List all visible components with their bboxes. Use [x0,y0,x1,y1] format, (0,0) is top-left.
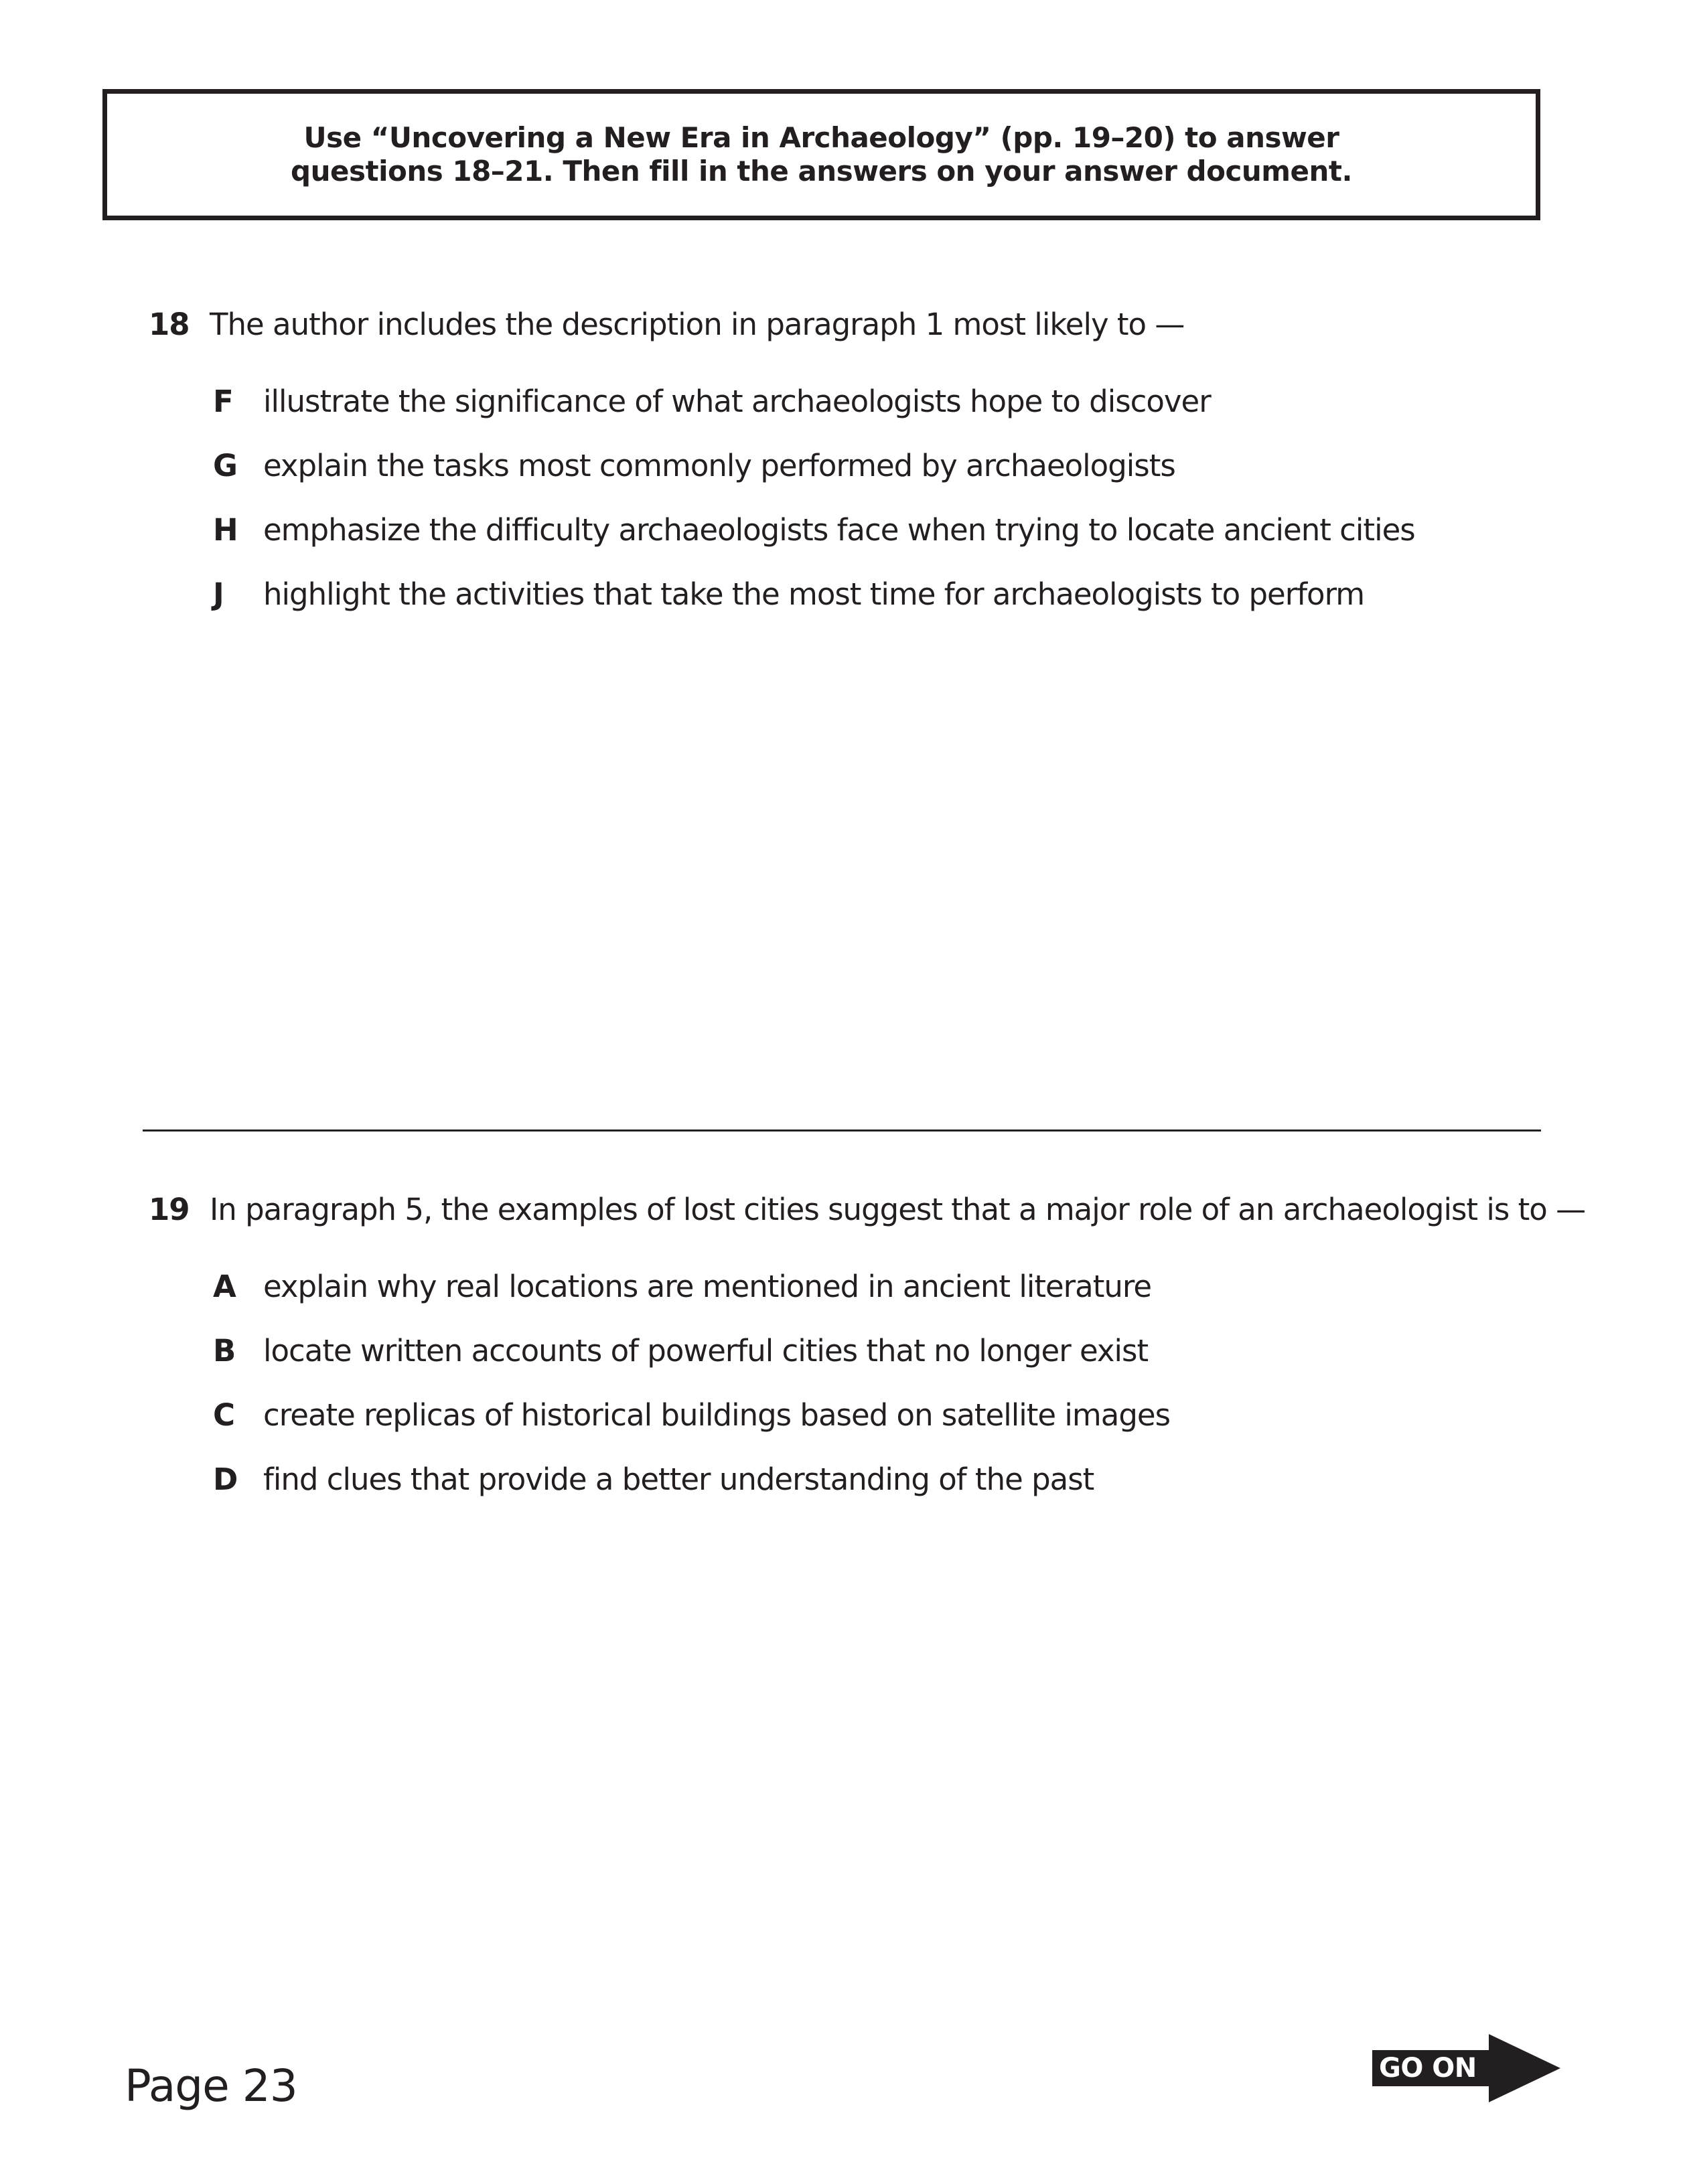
go-on-label: GO ON [1379,2053,1477,2084]
option-text: create replicas of historical buildings based on satellite images [263,1397,1171,1433]
option-letter: D [213,1462,238,1497]
question-prompt [210,309,1184,341]
option-letter: H [213,512,238,548]
option-text: explain the tasks most commonly performed by archaeologists [263,448,1175,483]
option-text: explain why real locations are mentioned in ancient literature [263,1269,1152,1304]
instruction-box [102,89,1540,220]
question-number: 18 [149,307,190,342]
option-text: highlight the activities that take the most time for archaeologists to perform [263,576,1365,612]
option-letter: A [213,1269,236,1304]
option-text: find clues that provide a better understanding of the past [263,1462,1094,1497]
question-prompt-line: The author includes the description in paragraph 1 most likely to — [210,307,1185,342]
instruction-line: Use “Uncovering a New Era in Archaeology” (pp. 19–20) to answer [303,121,1339,154]
go-on-arrow-icon [1489,2034,1560,2102]
option-letter: J [213,576,224,612]
option-j [213,578,1415,611]
option-text: emphasize the difficulty archaeologists face when trying to locate ancient cities [263,512,1415,548]
option-c [213,1399,1585,1431]
go-on-badge [1372,2050,1489,2086]
question-19 [149,1194,1585,1496]
option-b [213,1335,1585,1367]
answer-options [149,386,1415,611]
question-prompt-line: is to — [1486,1192,1586,1227]
option-letter: G [213,448,237,483]
question-prompt-line: In paragraph 5, the examples of lost cities suggest that a major role of an archaeologist [210,1192,1478,1227]
option-g [213,450,1415,482]
option-f [213,386,1415,418]
question-prompt [210,1194,1585,1226]
question-number: 19 [149,1192,190,1227]
option-text: locate written accounts of powerful cities that no longer exist [263,1333,1149,1369]
option-letter: B [213,1333,236,1369]
option-h [213,514,1415,546]
question-18 [149,309,1415,611]
page-number: Page 23 [125,2060,297,2112]
section-divider [143,1129,1541,1132]
option-a [213,1271,1585,1303]
answer-options [149,1271,1585,1496]
option-d [213,1464,1585,1496]
instruction-line: questions 18–21. Then fill in the answers on your answer document. [291,155,1352,187]
option-letter: F [213,384,233,419]
option-letter: C [213,1397,235,1433]
option-text: illustrate the significance of what archaeologists hope to discover [263,384,1211,419]
